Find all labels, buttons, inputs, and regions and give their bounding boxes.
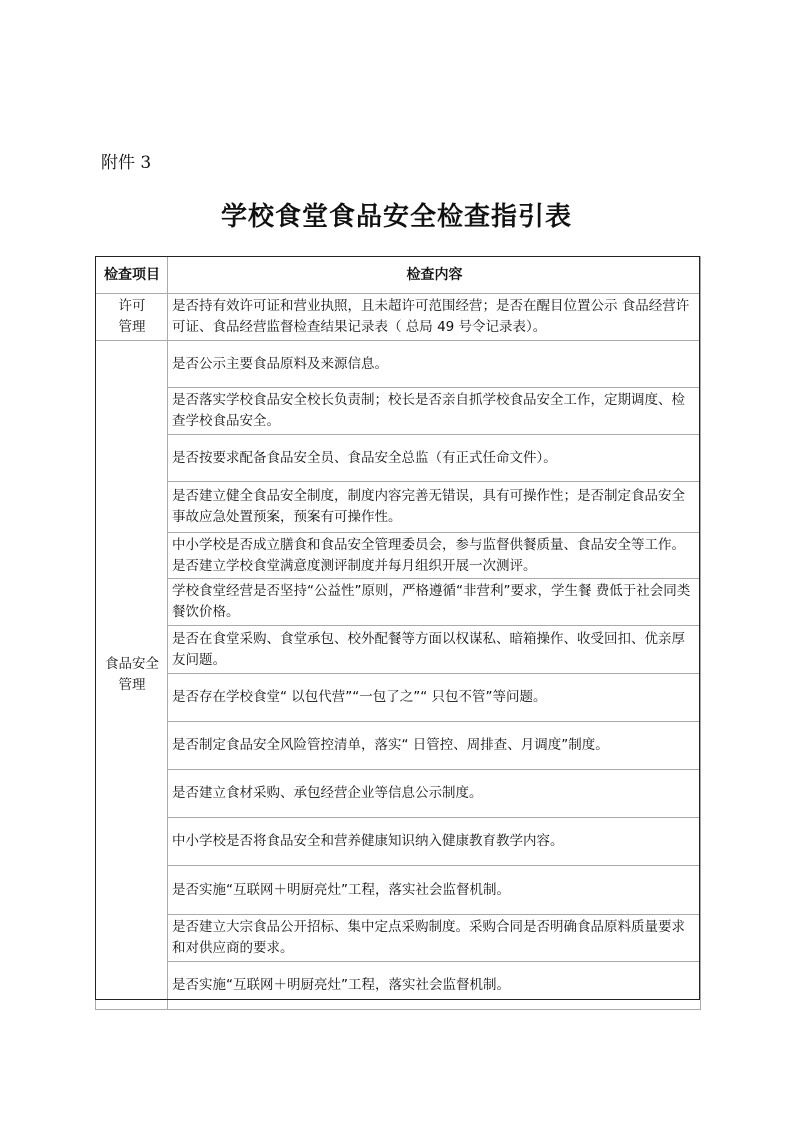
table-row [96, 674, 701, 722]
header-inspection-content: 检查内容 [168, 257, 701, 294]
table-cell-item: 是否建立食材采购、承包经营企业等信息公示制度。 [168, 770, 701, 818]
category-line: 许可 [118, 298, 146, 314]
table-row [96, 294, 701, 341]
table-cell-item: 是否实施“互联网＋明厨亮灶”工程，落实社会监督机制。 [168, 962, 701, 1010]
table-cell-item: 中小学校是否成立膳食和食品安全管理委员会，参与监督供餐质量、食品安全等工作。是否建立学校食堂满意度测评制度并每月组织开展一次测评。 [168, 533, 701, 579]
table-row [96, 533, 701, 579]
header-inspection-item: 检查项目 [96, 257, 168, 294]
document-title: 学校食堂食品安全检查指引表 [220, 202, 572, 232]
table-cell-item: 是否实施“互联网＋明厨亮灶”工程，落实社会监督机制。 [168, 866, 701, 915]
table-cell-item: 是否持有效许可证和营业执照，且未超许可范围经营；是否在醒目位置公示 食品经营许可证、食品经营监督检查结果记录表（ 总局 49 号令记录表）。 [168, 294, 701, 341]
table-cell-item: 学校食堂经营是否坚持“公益性”原则，严格遵循“非营利”要求，学生餐 费低于社会同类餐饮价格。 [168, 579, 701, 626]
table-row [96, 341, 701, 388]
table-row [96, 770, 701, 818]
table-cell-item: 是否在食堂采购、食堂承包、校外配餐等方面以权谋私、暗箱操作、收受回扣、优亲厚友问题。 [168, 626, 701, 674]
category-line: 食品安全 [105, 656, 159, 672]
table-cell-item: 是否存在学校食堂“ 以包代营”“一包了之”“ 只包不管”等问题。 [168, 674, 701, 722]
table-cell-item: 是否建立健全食品安全制度，制度内容完善无错误，具有可操作性；是否制定食品安全事故应急处置预案，预案有可操作性。 [168, 482, 701, 533]
attachment-label: 附件 3 [101, 153, 152, 173]
category-license [96, 294, 168, 341]
table-row [96, 388, 701, 435]
category-food-safety [96, 341, 168, 1010]
table-cell-item: 是否建立大宗食品公开招标、集中定点采购制度。采购合同是否明确食品原料质量要求和对供应商的要求。 [168, 915, 701, 962]
table-row [96, 866, 701, 915]
table-row [96, 579, 701, 626]
table-cell-item: 中小学校是否将食品安全和营养健康知识纳入健康教育教学内容。 [168, 818, 701, 866]
category-line: 管理 [118, 319, 146, 335]
table-cell-item: 是否公示主要食品原料及来源信息。 [168, 341, 701, 388]
table-cell-item: 是否落实学校食品安全校长负责制；校长是否亲自抓学校食品安全工作，定期调度、检查学校食品安全。 [168, 388, 701, 435]
table-row [96, 482, 701, 533]
table-cell-item: 是否制定食品安全风险管控清单，落实“ 日管控、周排查、月调度”制度。 [168, 722, 701, 770]
table-row [96, 818, 701, 866]
table-row [96, 435, 701, 482]
table-header-row [96, 257, 701, 294]
category-line: 管理 [118, 677, 146, 693]
table-cell-item: 是否按要求配备食品安全员、食品安全总监（有正式任命文件）。 [168, 435, 701, 482]
table-row [96, 962, 701, 1010]
table-row [96, 722, 701, 770]
inspection-table [95, 256, 701, 1010]
table-row [96, 915, 701, 962]
table-row [96, 626, 701, 674]
